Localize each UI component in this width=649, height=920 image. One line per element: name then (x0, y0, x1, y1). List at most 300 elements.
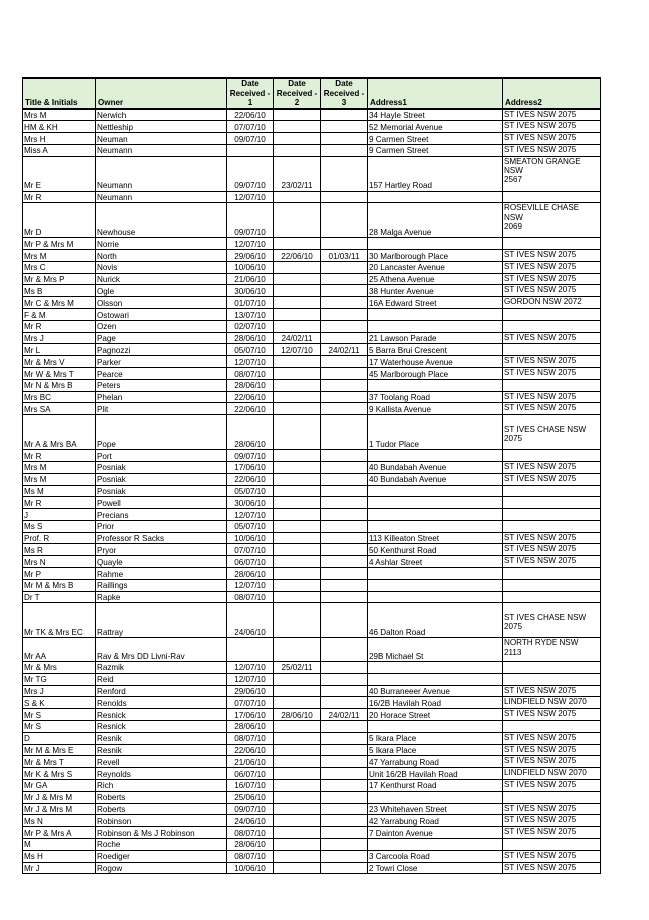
date3-cell (321, 156, 368, 191)
address2-cell: ST IVES NSW 2075 (503, 756, 601, 768)
table-row (23, 285, 601, 297)
date1-cell: 08/07/10 (227, 827, 274, 839)
date2-cell (274, 720, 321, 732)
date1-cell: 29/06/10 (227, 685, 274, 697)
header-address2: Address2 (503, 78, 601, 109)
date3-cell (321, 744, 368, 756)
date2-cell (274, 768, 321, 780)
address2-cell: ST IVES NSW 2075 (503, 121, 601, 133)
address1-cell: 52 Memorial Avenue (368, 121, 503, 133)
address2-cell: ST IVES NSW 2075 (503, 532, 601, 544)
date2-cell: 28/06/10 (274, 709, 321, 721)
address2-cell: ST IVES NSW 2075 (503, 827, 601, 839)
address1-cell: 38 Hunter Avenue (368, 285, 503, 297)
title-cell: Mr P (23, 568, 96, 580)
date2-cell (274, 461, 321, 473)
date3-cell (321, 133, 368, 145)
table-row (23, 109, 601, 121)
owner-cell: Novis (96, 261, 227, 273)
date2-cell: 23/02/11 (274, 156, 321, 191)
date3-cell (321, 685, 368, 697)
title-cell: Ms R (23, 544, 96, 556)
date2-cell (274, 697, 321, 709)
date3-cell: 24/02/11 (321, 344, 368, 356)
table-row (23, 391, 601, 403)
date1-cell: 05/07/10 (227, 344, 274, 356)
date2-cell (274, 732, 321, 744)
table-row (23, 273, 601, 285)
address1-cell: 45 Marlborough Place (368, 368, 503, 380)
date3-cell (321, 815, 368, 827)
title-cell: Mr J & Mrs M (23, 791, 96, 803)
date3-cell (321, 238, 368, 250)
table-row (23, 344, 601, 356)
title-cell: Mr M & Mrs E (23, 744, 96, 756)
date2-cell (274, 261, 321, 273)
address2-cell: ST IVES NSW 2075 (503, 803, 601, 815)
address2-cell (503, 591, 601, 603)
title-cell: Ms S (23, 520, 96, 532)
title-cell: Mr J (23, 862, 96, 874)
owner-cell: Robinson & Ms J Robinson (96, 827, 227, 839)
date2-cell (274, 779, 321, 791)
address1-cell (368, 791, 503, 803)
date2-cell: 12/07/10 (274, 344, 321, 356)
title-cell: S & K (23, 697, 96, 709)
table-row (23, 261, 601, 273)
date2-cell (274, 673, 321, 685)
date3-cell (321, 497, 368, 509)
date1-cell: 07/07/10 (227, 121, 274, 133)
table-row (23, 850, 601, 862)
table-row (23, 661, 601, 673)
date1-cell: 12/07/10 (227, 509, 274, 521)
date2-cell (274, 815, 321, 827)
owner-cell: Neuman (96, 133, 227, 145)
table-row (23, 309, 601, 321)
table-body (23, 109, 601, 874)
date3-cell (321, 368, 368, 380)
title-cell: Mr R (23, 497, 96, 509)
date1-cell: 12/07/10 (227, 673, 274, 685)
title-cell: Mr R (23, 191, 96, 203)
date2-cell (274, 603, 321, 638)
address1-cell (368, 591, 503, 603)
date3-cell: 24/02/11 (321, 709, 368, 721)
table-row (23, 720, 601, 732)
address2-cell: ST IVES NSW 2075 (503, 779, 601, 791)
date1-cell: 12/07/10 (227, 579, 274, 591)
address1-cell: 9 Kallista Avenue (368, 403, 503, 415)
table-row (23, 697, 601, 709)
table-row (23, 732, 601, 744)
table-row (23, 544, 601, 556)
date3-cell (321, 109, 368, 121)
date3-cell (321, 203, 368, 238)
date1-cell: 28/06/10 (227, 568, 274, 580)
address1-cell (368, 579, 503, 591)
date2-cell (274, 309, 321, 321)
owner-cell: Newhouse (96, 203, 227, 238)
date2-cell (274, 838, 321, 850)
title-cell: Mr N & Mrs B (23, 379, 96, 391)
table-row (23, 473, 601, 485)
table-row (23, 509, 601, 521)
date1-cell: 28/06/10 (227, 838, 274, 850)
date3-cell (321, 144, 368, 156)
date2-cell (274, 568, 321, 580)
address1-cell: 25 Athena Avenue (368, 273, 503, 285)
date1-cell: 13/07/10 (227, 309, 274, 321)
address2-cell (503, 191, 601, 203)
address2-cell (503, 520, 601, 532)
date1-cell: 17/06/10 (227, 709, 274, 721)
address2-cell (503, 509, 601, 521)
address2-cell: ST IVES NSW 2075 (503, 862, 601, 874)
date1-cell: 16/07/10 (227, 779, 274, 791)
date1-cell: 09/07/10 (227, 203, 274, 238)
address2-cell: ST IVES NSW 2075 (503, 144, 601, 156)
address2-cell: ST IVES NSW 2075 (503, 544, 601, 556)
owner-cell: Roediger (96, 850, 227, 862)
date2-cell (274, 379, 321, 391)
table-row (23, 156, 601, 191)
owner-cell: Prior (96, 520, 227, 532)
title-cell: Mr P & Mrs M (23, 238, 96, 250)
address1-cell: 113 Killeaton Street (368, 532, 503, 544)
address1-cell (368, 661, 503, 673)
title-cell: Mr & Mrs V (23, 356, 96, 368)
table-row (23, 815, 601, 827)
date1-cell: 17/06/10 (227, 461, 274, 473)
title-cell: Mrs M (23, 250, 96, 262)
date1-cell: 30/06/10 (227, 497, 274, 509)
table-row (23, 461, 601, 473)
address2-cell: NORTH RYDE NSW 2113 (503, 638, 601, 662)
title-cell: Mrs J (23, 685, 96, 697)
address2-cell (503, 673, 601, 685)
address1-cell: 23 Whitehaven Street (368, 803, 503, 815)
address2-cell: ST IVES NSW 2075 (503, 368, 601, 380)
address2-cell: ST IVES NSW 2075 (503, 556, 601, 568)
title-cell: Mrs H (23, 133, 96, 145)
address2-cell (503, 320, 601, 332)
date1-cell: 05/07/10 (227, 485, 274, 497)
address2-cell: ST IVES NSW 2075 (503, 815, 601, 827)
table-row (23, 520, 601, 532)
date1-cell: 12/07/10 (227, 661, 274, 673)
title-cell: Mr & Mrs T (23, 756, 96, 768)
title-cell: Mr L (23, 344, 96, 356)
date2-cell (274, 579, 321, 591)
address1-cell: Unit 16/2B Havilah Road (368, 768, 503, 780)
date1-cell: 22/06/10 (227, 403, 274, 415)
owner-cell: Renolds (96, 697, 227, 709)
address2-cell: ST IVES NSW 2075 (503, 744, 601, 756)
address2-cell (503, 497, 601, 509)
date2-cell (274, 544, 321, 556)
date1-cell: 28/06/10 (227, 720, 274, 732)
date2-cell (274, 356, 321, 368)
address2-cell: ST IVES NSW 2075 (503, 391, 601, 403)
date1-cell: 10/06/10 (227, 261, 274, 273)
address1-cell: 7 Dainton Avenue (368, 827, 503, 839)
owner-cell: Resnick (96, 720, 227, 732)
address2-cell: ST IVES NSW 2075 (503, 109, 601, 121)
date2-cell (274, 144, 321, 156)
date3-cell (321, 450, 368, 462)
date1-cell: 25/06/10 (227, 791, 274, 803)
title-cell: Mrs C (23, 261, 96, 273)
table-row (23, 238, 601, 250)
header-row (23, 78, 601, 109)
date3-cell (321, 827, 368, 839)
title-cell: Mr S (23, 720, 96, 732)
title-cell: Ms H (23, 850, 96, 862)
date2-cell (274, 133, 321, 145)
owner-cell: Olsson (96, 297, 227, 309)
owner-cell: Rapke (96, 591, 227, 603)
table-row (23, 133, 601, 145)
table-row (23, 803, 601, 815)
owner-cell: Powell (96, 497, 227, 509)
date3-cell (321, 485, 368, 497)
title-cell: Dr T (23, 591, 96, 603)
owner-cell: Ozen (96, 320, 227, 332)
address2-cell (503, 379, 601, 391)
address2-cell (503, 309, 601, 321)
table-row (23, 144, 601, 156)
table-row (23, 673, 601, 685)
title-cell: Mr K & Mrs S (23, 768, 96, 780)
date3-cell (321, 121, 368, 133)
owner-cell: Resnik (96, 732, 227, 744)
address1-cell (368, 238, 503, 250)
title-cell: Mrs SA (23, 403, 96, 415)
address1-cell: 34 Hayle Street (368, 109, 503, 121)
address2-cell: GORDON NSW 2072 (503, 297, 601, 309)
date1-cell: 12/07/10 (227, 238, 274, 250)
owner-cell: Roberts (96, 803, 227, 815)
date1-cell: 10/06/10 (227, 862, 274, 874)
date2-cell (274, 368, 321, 380)
owner-cell: North (96, 250, 227, 262)
owner-cell: Ogle (96, 285, 227, 297)
date3-cell (321, 261, 368, 273)
date1-cell: 24/06/10 (227, 603, 274, 638)
table-row (23, 450, 601, 462)
address1-cell (368, 673, 503, 685)
date1-cell: 09/07/10 (227, 133, 274, 145)
title-cell: HM & KH (23, 121, 96, 133)
owner-cell: Plit (96, 403, 227, 415)
date3-cell (321, 838, 368, 850)
title-cell: Mr S (23, 709, 96, 721)
date1-cell: 08/07/10 (227, 732, 274, 744)
address1-cell: 17 Kenthurst Road (368, 779, 503, 791)
date2-cell (274, 297, 321, 309)
owner-cell: Peters (96, 379, 227, 391)
address1-cell (368, 520, 503, 532)
date2-cell (274, 756, 321, 768)
table-row (23, 603, 601, 638)
date3-cell (321, 415, 368, 450)
date3-cell (321, 638, 368, 662)
date2-cell (274, 320, 321, 332)
title-cell: Mrs N (23, 556, 96, 568)
date3-cell (321, 673, 368, 685)
owner-cell: Roberts (96, 791, 227, 803)
date3-cell (321, 768, 368, 780)
date1-cell: 05/07/10 (227, 520, 274, 532)
date1-cell: 21/06/10 (227, 273, 274, 285)
title-cell: Mrs BC (23, 391, 96, 403)
address1-cell: 30 Marlborough Place (368, 250, 503, 262)
date2-cell: 25/02/11 (274, 661, 321, 673)
header-owner: Owner (96, 78, 227, 109)
title-cell: Ms N (23, 815, 96, 827)
table-row (23, 756, 601, 768)
date3-cell (321, 461, 368, 473)
date3-cell (321, 379, 368, 391)
title-cell: Mr M & Mrs B (23, 579, 96, 591)
date3-cell (321, 579, 368, 591)
title-cell: Mr E (23, 156, 96, 191)
address2-cell: ST IVES NSW 2075 (503, 285, 601, 297)
date3-cell (321, 779, 368, 791)
date2-cell (274, 791, 321, 803)
date2-cell: 24/02/11 (274, 332, 321, 344)
title-cell: Mr & Mrs (23, 661, 96, 673)
date1-cell: 07/07/10 (227, 697, 274, 709)
date1-cell: 12/07/10 (227, 356, 274, 368)
date3-cell (321, 285, 368, 297)
address2-cell: LINDFIELD NSW 2070 (503, 697, 601, 709)
date1-cell: 08/07/10 (227, 368, 274, 380)
address1-cell: 42 Yarrabung Road (368, 815, 503, 827)
date2-cell (274, 203, 321, 238)
date2-cell (274, 121, 321, 133)
title-cell: Mr W & Mrs T (23, 368, 96, 380)
owner-cell: Posniak (96, 485, 227, 497)
date3-cell (321, 332, 368, 344)
address1-cell (368, 838, 503, 850)
date1-cell: 22/06/10 (227, 109, 274, 121)
address2-cell: ROSEVILLE CHASE NSW 2069 (503, 203, 601, 238)
address2-cell (503, 238, 601, 250)
date1-cell: 12/07/10 (227, 191, 274, 203)
date1-cell: 10/06/10 (227, 532, 274, 544)
address1-cell: 5 Ikara Place (368, 744, 503, 756)
address1-cell (368, 509, 503, 521)
date1-cell: 07/07/10 (227, 544, 274, 556)
date3-cell (321, 697, 368, 709)
owner-cell: Port (96, 450, 227, 462)
date2-cell (274, 485, 321, 497)
date1-cell: 30/06/10 (227, 285, 274, 297)
header-address1: Address1 (368, 78, 503, 109)
address2-cell: ST IVES NSW 2075 (503, 461, 601, 473)
title-cell: D (23, 732, 96, 744)
owner-cell: Neumann (96, 156, 227, 191)
date3-cell (321, 791, 368, 803)
date3-cell (321, 297, 368, 309)
title-cell: Mr R (23, 450, 96, 462)
table-row (23, 497, 601, 509)
address2-cell (503, 344, 601, 356)
address1-cell: 5 Barra Brui Crescent (368, 344, 503, 356)
address2-cell (503, 661, 601, 673)
title-cell: Mrs M (23, 473, 96, 485)
owner-cell: Pearce (96, 368, 227, 380)
address1-cell (368, 320, 503, 332)
owner-cell: Resnik (96, 744, 227, 756)
table-row (23, 379, 601, 391)
table-row (23, 191, 601, 203)
date3-cell (321, 591, 368, 603)
owner-cell: Quayle (96, 556, 227, 568)
owner-cell: Pagnozzi (96, 344, 227, 356)
address2-cell: ST IVES NSW 2075 (503, 133, 601, 145)
address1-cell: 50 Kenthurst Road (368, 544, 503, 556)
title-cell: Mrs J (23, 332, 96, 344)
date3-cell (321, 544, 368, 556)
date3-cell (321, 862, 368, 874)
date1-cell: 28/06/10 (227, 379, 274, 391)
table-row (23, 744, 601, 756)
table-row (23, 638, 601, 662)
address1-cell (368, 191, 503, 203)
date3-cell (321, 509, 368, 521)
owner-cell: Nettleship (96, 121, 227, 133)
owner-cell: Pope (96, 415, 227, 450)
owner-cell: Roche (96, 838, 227, 850)
owner-cell: Nerwich (96, 109, 227, 121)
table-row (23, 320, 601, 332)
date2-cell (274, 109, 321, 121)
address1-cell: 3 Carcoola Road (368, 850, 503, 862)
table-row (23, 685, 601, 697)
address2-cell: ST IVES NSW 2075 (503, 685, 601, 697)
date2-cell (274, 285, 321, 297)
address2-cell: ST IVES CHASE NSW 2075 (503, 415, 601, 450)
table-row (23, 250, 601, 262)
date3-cell (321, 661, 368, 673)
address1-cell: 40 Bundabah Avenue (368, 461, 503, 473)
address1-cell: 29B Michael St (368, 638, 503, 662)
owner-cell: Pryor (96, 544, 227, 556)
owner-cell: Neumann (96, 144, 227, 156)
header-title-initials: Title & Initials (23, 78, 96, 109)
title-cell: J (23, 509, 96, 521)
owner-cell: Posniak (96, 461, 227, 473)
address1-cell: 21 Lawson Parade (368, 332, 503, 344)
address1-cell: 20 Horace Street (368, 709, 503, 721)
address1-cell: 20 Lancaster Avenue (368, 261, 503, 273)
date1-cell (227, 638, 274, 662)
address1-cell: 9 Carmen Street (368, 144, 503, 156)
date2-cell (274, 473, 321, 485)
date1-cell: 28/06/10 (227, 332, 274, 344)
header-date-received-2: Date Received - 2 (274, 78, 321, 109)
date1-cell: 08/07/10 (227, 591, 274, 603)
table-row (23, 579, 601, 591)
date1-cell: 28/06/10 (227, 415, 274, 450)
address1-cell (368, 485, 503, 497)
date2-cell (274, 238, 321, 250)
address1-cell: 47 Yarrabung Road (368, 756, 503, 768)
title-cell: M (23, 838, 96, 850)
